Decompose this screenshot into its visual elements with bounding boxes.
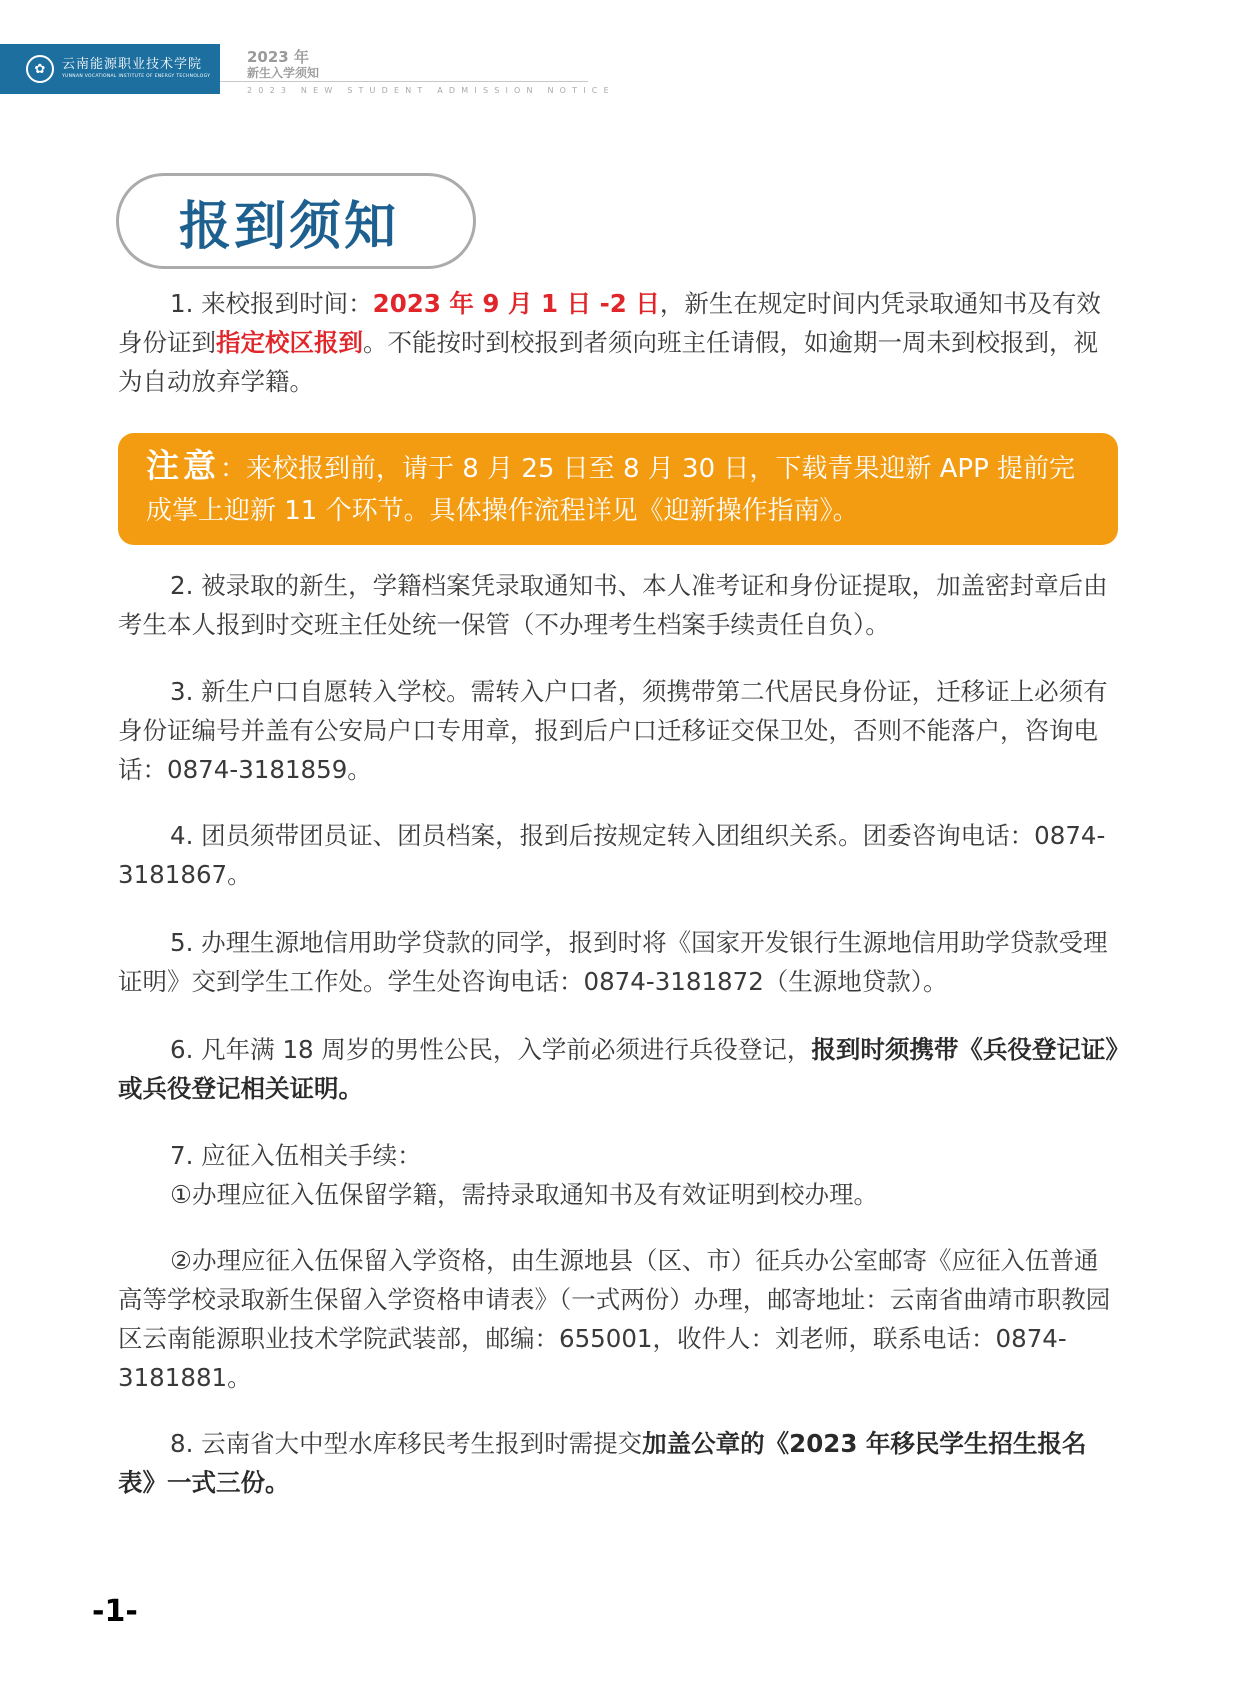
item-3: 3. 新生户口自愿转入学校。需转入户口者，须携带第二代居民身份证，迁移证上必须有身份证编号并盖有公安局户口专用章，报到后户口迁移证交保卫处，否则不能落户，咨询电话：0874-3181859。 — [118, 677, 1108, 784]
item-8 — [118, 1424, 1118, 1502]
item-1-date: 2023 年 9 月 1 日 -2 日 — [372, 289, 660, 318]
item-4: 4. 团员须带团员证、团员档案，报到后按规定转入团组织关系。团委咨询电话：0874-3181867。 — [118, 821, 1106, 889]
page-title: 报到须知 — [179, 196, 400, 257]
item-1-suffix: 。不能按时到校报到者须向班主任请假，如逾期一周未到校报到，视为自动放弃学籍。 — [118, 328, 1098, 396]
item-6 — [118, 1030, 1118, 1108]
item-1 — [118, 284, 1118, 401]
school-seal-icon: ✿ — [26, 55, 54, 83]
item-6-plain: 6. 凡年满 18 周岁的男性公民，入学前必须进行兵役登记， — [170, 1035, 812, 1064]
item-6-bold: 报到时须携带《兵役登记证》或兵役登记相关证明。 — [118, 1035, 1118, 1103]
notice-box — [118, 433, 1118, 545]
item-1-place: 指定校区报到 — [216, 328, 363, 357]
header-subtitle-en: 2023 NEW STUDENT ADMISSION NOTICE — [247, 86, 615, 95]
item-8-plain: 8. 云南省大中型水库移民考生报到时需提交 — [170, 1429, 643, 1458]
title-pill — [116, 173, 476, 269]
item-5: 5. 办理生源地信用助学贷款的同学，报到时将《国家开发银行生源地信用助学贷款受理证明》交到学生工作处。学生处咨询电话：0874-3181872（生源地贷款）。 — [118, 928, 1108, 996]
header-divider — [220, 81, 588, 82]
header-subtitle: 新生入学须知 — [247, 66, 320, 80]
header-year: 2023 年 — [247, 48, 309, 66]
item-7-sub-2: ②办理应征入伍保留入学资格，由生源地县（区、市）征兵办公室邮寄《应征入伍普通高等学校录取新生保留入学资格申请表》（一式两份）办理，邮寄地址：云南省曲靖市职教园区云南能源职业技术学院武装部，邮编：655001，收件人：刘老师，联系电话：0874-3181881。 — [118, 1246, 1111, 1392]
school-name-en: YUNNAN VOCATIONAL INSTITUTE OF ENERGY TECHNOLOGY — [62, 73, 211, 79]
school-name-cn: 云南能源职业技术学院 — [62, 57, 203, 73]
page-number: -1- — [92, 1594, 138, 1629]
school-name-block — [62, 58, 210, 79]
notice-text: ：来校报到前，请于 8 月 25 日至 8 月 30 日，下载青果迎新 APP 提前完成掌上迎新 11 个环节。具体操作流程详见《迎新操作指南》。 — [146, 454, 1076, 526]
item-7-heading: 7. 应征入伍相关手续： — [170, 1141, 422, 1170]
item-1-prefix: 1. 来校报到时间： — [170, 289, 373, 318]
item-2: 2. 被录取的新生，学籍档案凭录取通知书、本人准考证和身份证提取，加盖密封章后由考生本人报到时交班主任处统一保管（不办理考生档案手续责任自负）。 — [118, 571, 1108, 639]
header-logo-bar — [0, 44, 220, 94]
item-7-sub-1: ①办理应征入伍保留学籍，需持录取通知书及有效证明到校办理。 — [170, 1180, 878, 1209]
notice-lead: 注意 — [146, 446, 220, 485]
item-8-bold: 加盖公章的《2023 年移民学生招生报名表》一式三份。 — [118, 1429, 1087, 1497]
item-1-mid: ，新生在规定时间内凭录取通知书及有效身份证到 — [118, 289, 1101, 357]
